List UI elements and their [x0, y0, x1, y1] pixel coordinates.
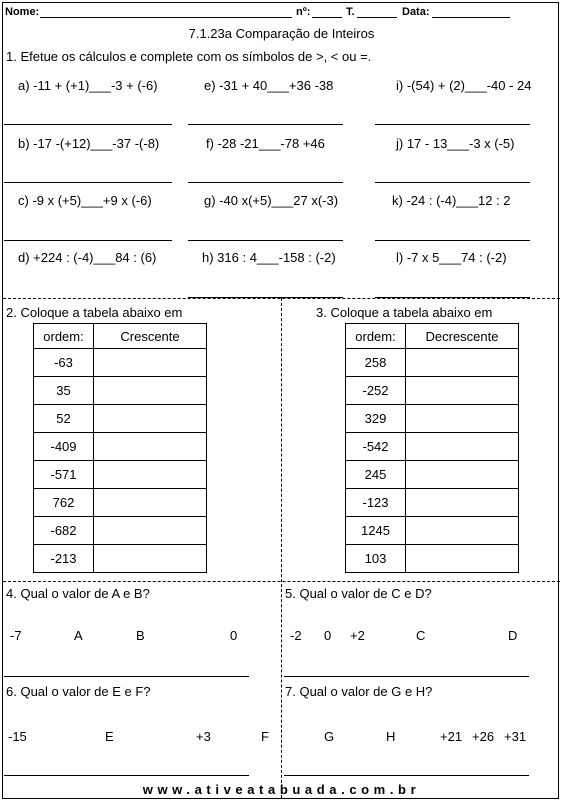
number-line-item: F — [261, 729, 269, 744]
table-row — [34, 461, 207, 489]
q2-prompt: 2. Coloque a tabela abaixo em — [6, 305, 183, 320]
q1-item-l: l) -7 x 5___74 : (-2) — [396, 250, 507, 265]
q1-item-e: e) -31 + 40___+36 -38 — [204, 78, 334, 93]
q1-item-i: i) -(54) + (2)___-40 - 24 — [396, 78, 532, 93]
number-line-item: E — [105, 729, 114, 744]
q4-prompt: 4. Qual o valor de A e B? — [6, 586, 150, 601]
number-line-item: +3 — [196, 729, 211, 744]
value-cell: -682 — [34, 517, 94, 545]
table-row — [34, 377, 207, 405]
table-row — [346, 433, 519, 461]
answer-line[interactable] — [188, 240, 343, 241]
name-label: Nome: — [5, 6, 40, 18]
date-label: Data: — [402, 6, 430, 18]
page-title: 7.1.23a Comparação de Inteiros — [188, 26, 375, 41]
section-divider — [3, 581, 560, 582]
table-row — [34, 349, 207, 377]
value-cell: 329 — [346, 405, 406, 433]
answer-line[interactable] — [375, 240, 530, 241]
answer-line[interactable] — [375, 124, 530, 125]
table-row — [346, 517, 519, 545]
answer-line[interactable] — [284, 676, 529, 677]
table-row — [34, 489, 207, 517]
answer-line[interactable] — [4, 775, 249, 776]
number-line-item: -2 — [290, 628, 302, 643]
value-cell: 245 — [346, 461, 406, 489]
table-row — [34, 433, 207, 461]
answer-line[interactable] — [284, 775, 529, 776]
value-cell: -63 — [34, 349, 94, 377]
answer-line[interactable] — [4, 182, 172, 183]
class-field[interactable] — [357, 17, 397, 18]
answer-cell[interactable] — [406, 517, 519, 545]
number-line-item: B — [136, 628, 145, 643]
value-cell: -571 — [34, 461, 94, 489]
table-row — [34, 545, 207, 573]
answer-cell[interactable] — [94, 545, 207, 573]
answer-cell[interactable] — [94, 433, 207, 461]
number-line-item: +26 — [472, 729, 495, 744]
value-cell: 1245 — [346, 517, 406, 545]
number-line-item: A — [74, 628, 83, 643]
q7-prompt: 7. Qual o valor de G e H? — [285, 684, 433, 699]
number-field[interactable] — [312, 17, 342, 18]
value-cell: -252 — [346, 377, 406, 405]
table-row — [346, 489, 519, 517]
date-field[interactable] — [432, 17, 510, 18]
value-cell: 52 — [34, 405, 94, 433]
answer-line[interactable] — [375, 182, 530, 183]
value-cell: 103 — [346, 545, 406, 573]
value-cell: 35 — [34, 377, 94, 405]
answer-line[interactable] — [4, 240, 172, 241]
number-line-item: 0 — [230, 628, 238, 643]
answer-line[interactable] — [4, 676, 249, 677]
answer-line[interactable] — [188, 182, 343, 183]
number-line-item: +31 — [504, 729, 527, 744]
q1-prompt: 1. Efetue os cálculos e complete com os símbolos de >, < ou =. — [6, 49, 372, 64]
table-row — [34, 405, 207, 433]
col-header-order: ordem: — [34, 324, 94, 349]
value-cell: 762 — [34, 489, 94, 517]
q1-item-a: a) -11 + (+1)___-3 + (-6) — [18, 78, 158, 93]
col-header-order: ordem: — [346, 324, 406, 349]
number-line-item: +21 — [440, 729, 463, 744]
footer-website: www.ativeatabuada.com.br — [142, 782, 421, 797]
number-line-item: -7 — [10, 628, 22, 643]
q1-item-g: g) -40 x(+5)___27 x(-3) — [204, 193, 339, 208]
table-row — [34, 517, 207, 545]
number-line-item: G — [324, 729, 335, 744]
answer-cell[interactable] — [94, 517, 207, 545]
value-cell: 258 — [346, 349, 406, 377]
q1-item-j: j) 17 - 13___-3 x (-5) — [396, 136, 515, 151]
answer-cell[interactable] — [406, 489, 519, 517]
answer-cell[interactable] — [94, 405, 207, 433]
answer-cell[interactable] — [94, 489, 207, 517]
column-divider — [281, 298, 282, 798]
answer-line[interactable] — [4, 124, 172, 125]
q5-prompt: 5. Qual o valor de C e D? — [285, 586, 432, 601]
answer-cell[interactable] — [406, 349, 519, 377]
value-cell: -123 — [346, 489, 406, 517]
col-header-sort: Decrescente — [406, 324, 519, 349]
answer-cell[interactable] — [94, 349, 207, 377]
number-line-item: D — [508, 628, 518, 643]
answer-cell[interactable] — [94, 377, 207, 405]
number-line-item: C — [416, 628, 426, 643]
answer-line[interactable] — [188, 124, 343, 125]
col-header-sort: Crescente — [94, 324, 207, 349]
q2-table — [33, 323, 207, 573]
table-row — [346, 545, 519, 573]
q3-table — [345, 323, 519, 573]
table-row — [346, 461, 519, 489]
answer-cell[interactable] — [406, 545, 519, 573]
number-line-item: 0 — [324, 628, 332, 643]
q1-item-h: h) 316 : 4___-158 : (-2) — [202, 250, 336, 265]
number-line-item: H — [386, 729, 396, 744]
value-cell: -542 — [346, 433, 406, 461]
table-row — [346, 377, 519, 405]
q1-item-f: f) -28 -21___-78 +46 — [206, 136, 325, 151]
table-row — [346, 349, 519, 377]
answer-cell[interactable] — [406, 377, 519, 405]
answer-cell[interactable] — [94, 461, 207, 489]
number-line-item: -15 — [8, 729, 27, 744]
q1-item-k: k) -24 : (-4)___12 : 2 — [392, 193, 511, 208]
table-row — [346, 405, 519, 433]
number-line-item: +2 — [350, 628, 365, 643]
q3-prompt: 3. Coloque a tabela abaixo em — [316, 305, 493, 320]
q1-item-c: c) -9 x (+5)___+9 x (-6) — [18, 193, 152, 208]
q6-prompt: 6. Qual o valor de E e F? — [6, 684, 151, 699]
name-field[interactable] — [40, 17, 292, 18]
number-label: nº: — [296, 6, 311, 18]
class-label: T. — [346, 6, 355, 18]
answer-cell[interactable] — [406, 461, 519, 489]
q1-item-d: d) +224 : (-4)___84 : (6) — [18, 250, 157, 265]
answer-cell[interactable] — [406, 433, 519, 461]
q1-item-b: b) -17 -(+12)___-37 -(-8) — [18, 136, 160, 151]
value-cell: -213 — [34, 545, 94, 573]
value-cell: -409 — [34, 433, 94, 461]
answer-cell[interactable] — [406, 405, 519, 433]
